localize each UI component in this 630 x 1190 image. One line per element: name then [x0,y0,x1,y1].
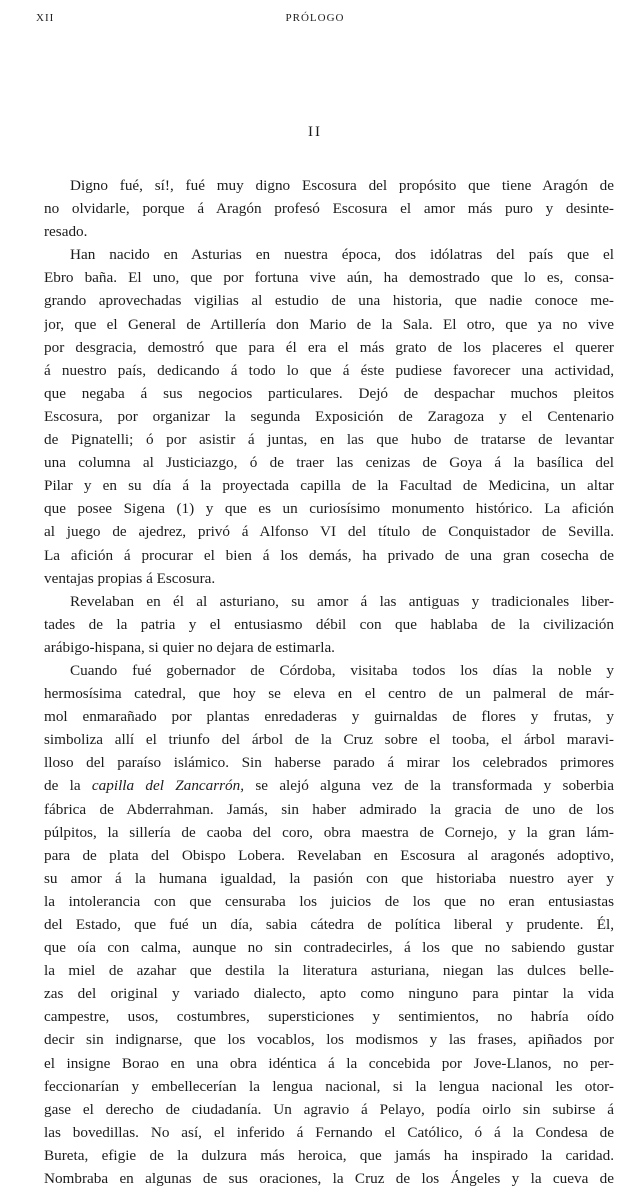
running-head-title: PRÓLOGO [285,12,345,24]
running-head [36,12,610,32]
text-line: púlpitos, la sillería de caoba del coro, obra maestra de Cornejo, y la gran lám- [44,823,614,841]
text-line: ventajas propias á Escosura. [44,569,216,587]
text-line: la intolerancia con que censuraba los juicios de los que no eran entusiastas [44,892,614,910]
text-line: por desgracia, demostró que para él era el más grato de los placeres el querer [44,338,614,356]
text-line: campestre, usos, costumbres, supersticiones y sentimientos, no habría oído [44,1008,614,1026]
text-line: Pilar y en su día á la proyectada capilla de la Facultad de Medicina, un altar [44,477,614,495]
text-segment: se alejó alguna vez de la transformada y soberbia [244,777,614,795]
text-line [44,774,614,797]
body-text [44,174,614,1190]
text-line: Digno fué, sí!, fué muy digno Escosura del propósito que tiene Aragón de [70,177,614,194]
text-line: hermosísima catedral, que hoy se eleva en el centro de un palmeral de már- [44,685,614,703]
text-line: feccionarían y embellecerían la lengua nacional, si la lengua nacional les otor- [44,1077,614,1095]
text-line: su amor á la humana igualdad, la pasión con que historiaba nuestro ayer y [44,869,614,887]
section-number: II [308,124,322,140]
text-line: para de plata del Obispo Lobera. Revelaban en Escosura al aragonés adoptivo, [44,846,614,864]
text-line: que posee Sigena (1) y que es un curiosísimo monumento histórico. La afición [44,500,614,518]
text-line: la miel de azahar que destila la literatura asturiana, niegan las dulces belle- [44,962,614,980]
text-line: fábrica de Abderrahman. Jamás, sin haber admirado la gracia de uno de los [44,800,614,818]
text-line: del Estado, que fué un día, sabia cátedra de política liberal y prudente. Él, [44,916,614,933]
text-line: La afición á procurar el bien á los demás, ha privado de una gran cosecha de [44,546,614,564]
text-line: al juego de ajedrez, privó á Alfonso VI del título de Conquistador de Sevilla. [44,523,614,541]
text-line: Revelaban en él al asturiano, su amor á las antiguas y tradicionales liber- [70,592,614,610]
text-line: Han nacido en Asturias en nuestra época, dos idólatras del país que el [70,246,614,264]
text-line: Cuando fué gobernador de Córdoba, visitaba todos los días la noble y [70,661,614,679]
text-line: las bovedillas. No así, el inferido á Fernando el Católico, ó á la Condesa de [44,1123,614,1141]
text-line: arábigo-hispana, si quier no dejara de estimarla. [44,638,335,656]
text-line: resado. [44,223,88,241]
text-segment: de la [44,777,92,795]
text-line: Ebro baña. El uno, que por fortuna vive aún, ha demostrado que lo es, consa- [44,269,614,287]
text-line: no olvidarle, porque á Aragón profesó Escosura el amor más puro y desinte- [44,200,614,218]
text-line: gase el derecho de ciudadanía. Un agravio á Pelayo, podía oirlo sin subirse á [44,1100,614,1118]
text-line: decir sin indignarse, que los vocablos, los modismos y las frases, apiñados por [44,1031,614,1049]
text-line: Escosura, por organizar la segunda Exposición de Zaragoza y el Centenario [44,407,614,425]
text-line: de Pignatelli; ó por asistir á juntas, en las que hubo de tratarse de levantar [44,431,614,449]
text-line: simboliza allí el triunfo del árbol de la Cruz sobre el tooba, el árbol maravi- [44,731,614,749]
text-line: Bureta, efigie de la dulzura más heroica, que jamás ha inspirado la caridad. [44,1146,614,1164]
text-line: que oía con calma, aunque no sin contradecirles, á los que no sabiendo gustar [44,939,614,957]
text-line: que negaba á sus negocios particulares. Dejó de despachar muchos pleitos [44,384,614,402]
italic-title: capilla del Zancarrón, [91,777,245,795]
page-number: XII [36,12,55,24]
text-line: lloso del paraíso islámico. Sin haberse parado á mirar los celebrados primores [44,754,614,772]
text-line: Nombraba en algunas de sus oraciones, la Cruz de los Ángeles y la cueva de [44,1170,614,1188]
text-line: el insigne Borao en una obra idéntica á la concebida por Jove-Llanos, no per- [44,1054,614,1072]
text-line: mol enmarañado por plantas enredaderas y guirnaldas de flores y frutas, y [44,708,614,726]
text-line: tades de la patria y el entusiasmo débil con que hablaba de la civilización [44,615,614,633]
text-line: una columna al Justiciazgo, ó de traer las cenizas de Goya á la basílica del [44,454,614,472]
text-line: á nuestro país, dedicando á todo lo que á éste pudiese favorecer una actividad, [44,361,614,379]
text-line: zas del original y variado dialecto, apto como ninguno para pintar la vida [44,985,614,1003]
text-line: grando aprovechadas vigilias al estudio de una historia, que nadie conoce me- [44,292,614,310]
text-line: jor, que el General de Artillería don Mario de la Sala. El otro, que ya no vive [44,315,614,333]
